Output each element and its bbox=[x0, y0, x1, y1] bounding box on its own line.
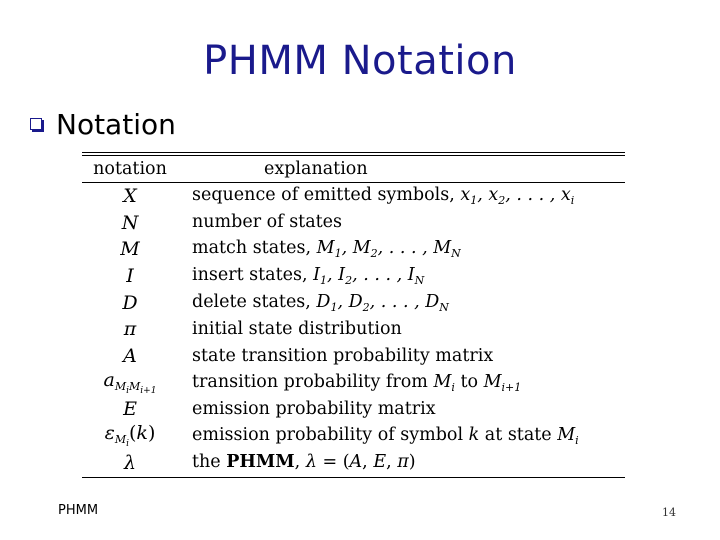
math-insert-states: $I_1$, $I_2$, . . . , $I_N$ bbox=[313, 264, 425, 287]
table-row bbox=[82, 263, 625, 290]
explanation-cell: the PHMM, λ = (A, E, π) bbox=[192, 452, 416, 473]
table-header-row bbox=[82, 156, 625, 182]
header-explanation: explanation bbox=[264, 159, 368, 179]
math-match-states: $M_1$, $M_2$, . . . , $M_N$ bbox=[316, 238, 461, 261]
table-row bbox=[82, 397, 625, 424]
explanation-cell: state transition probability matrix bbox=[192, 345, 494, 366]
notation-cell bbox=[82, 343, 178, 370]
notation-cell bbox=[82, 316, 178, 343]
explanation-cell: number of states bbox=[192, 212, 343, 233]
explanation-cell bbox=[178, 263, 625, 290]
symbol-a: A bbox=[123, 344, 137, 367]
symbol-lambda: λ bbox=[123, 451, 137, 474]
symbol-m: M bbox=[120, 238, 140, 261]
explanation-text: transition probability from bbox=[192, 371, 434, 392]
bullet-item bbox=[30, 106, 176, 142]
symbol-x: X bbox=[123, 184, 137, 207]
notation-cell bbox=[82, 397, 178, 424]
bullet-text: Notation bbox=[56, 107, 176, 141]
symbol-a-transition: $a_{M_iM_{i+1}}$ bbox=[103, 368, 157, 396]
math-x-sequence: $x_1$, $x_2$, . . . , $x_i$ bbox=[460, 184, 575, 207]
symbol-n: N bbox=[121, 211, 139, 234]
checkbox-bullet-icon bbox=[30, 118, 42, 130]
explanation-cell: transition probability from $M_i$ to $M_{i+1}$ bbox=[192, 371, 522, 394]
explanation-cell: emission probability matrix bbox=[192, 399, 436, 420]
explanation-cell bbox=[178, 183, 625, 210]
table-row bbox=[82, 423, 625, 450]
table-row bbox=[82, 290, 625, 317]
table-row bbox=[82, 450, 625, 477]
table-row bbox=[82, 210, 625, 237]
explanation-text: delete states, bbox=[192, 291, 317, 312]
symbol-i: I bbox=[126, 264, 134, 287]
page-number: 14 bbox=[662, 506, 676, 519]
table-row bbox=[82, 316, 625, 343]
table-row bbox=[82, 183, 625, 210]
notation-cell bbox=[82, 236, 178, 263]
explanation-cell bbox=[178, 236, 625, 263]
explanation-cell bbox=[178, 290, 625, 317]
explanation-text: match states, bbox=[192, 238, 317, 259]
symbol-epsilon: $\varepsilon_{M_i}(k)$ bbox=[104, 422, 156, 450]
table-row bbox=[82, 236, 625, 263]
table-row bbox=[82, 343, 625, 370]
notation-cell bbox=[82, 423, 178, 450]
notation-cell bbox=[82, 450, 178, 477]
symbol-pi: π bbox=[123, 318, 137, 341]
footer-label: PHMM bbox=[58, 503, 99, 518]
explanation-text: insert states, bbox=[192, 264, 314, 285]
notation-table bbox=[82, 152, 625, 478]
notation-cell bbox=[82, 210, 178, 237]
symbol-e: E bbox=[123, 398, 137, 421]
symbol-d: D bbox=[122, 291, 138, 314]
notation-cell bbox=[82, 263, 178, 290]
slide-title: PHMM Notation bbox=[203, 38, 517, 84]
table-row bbox=[82, 370, 625, 397]
notation-cell bbox=[82, 370, 178, 397]
notation-cell bbox=[82, 183, 178, 210]
explanation-cell: emission probability of symbol k at state $M_i$ bbox=[192, 425, 579, 448]
explanation-text: sequence of emitted symbols, bbox=[192, 184, 461, 205]
header-notation: notation bbox=[93, 159, 167, 179]
math-delete-states: $D_1$, $D_2$, . . . , $D_N$ bbox=[316, 291, 449, 314]
notation-cell bbox=[82, 290, 178, 317]
explanation-cell: initial state distribution bbox=[192, 319, 402, 340]
table-bottom-rule bbox=[82, 477, 625, 478]
